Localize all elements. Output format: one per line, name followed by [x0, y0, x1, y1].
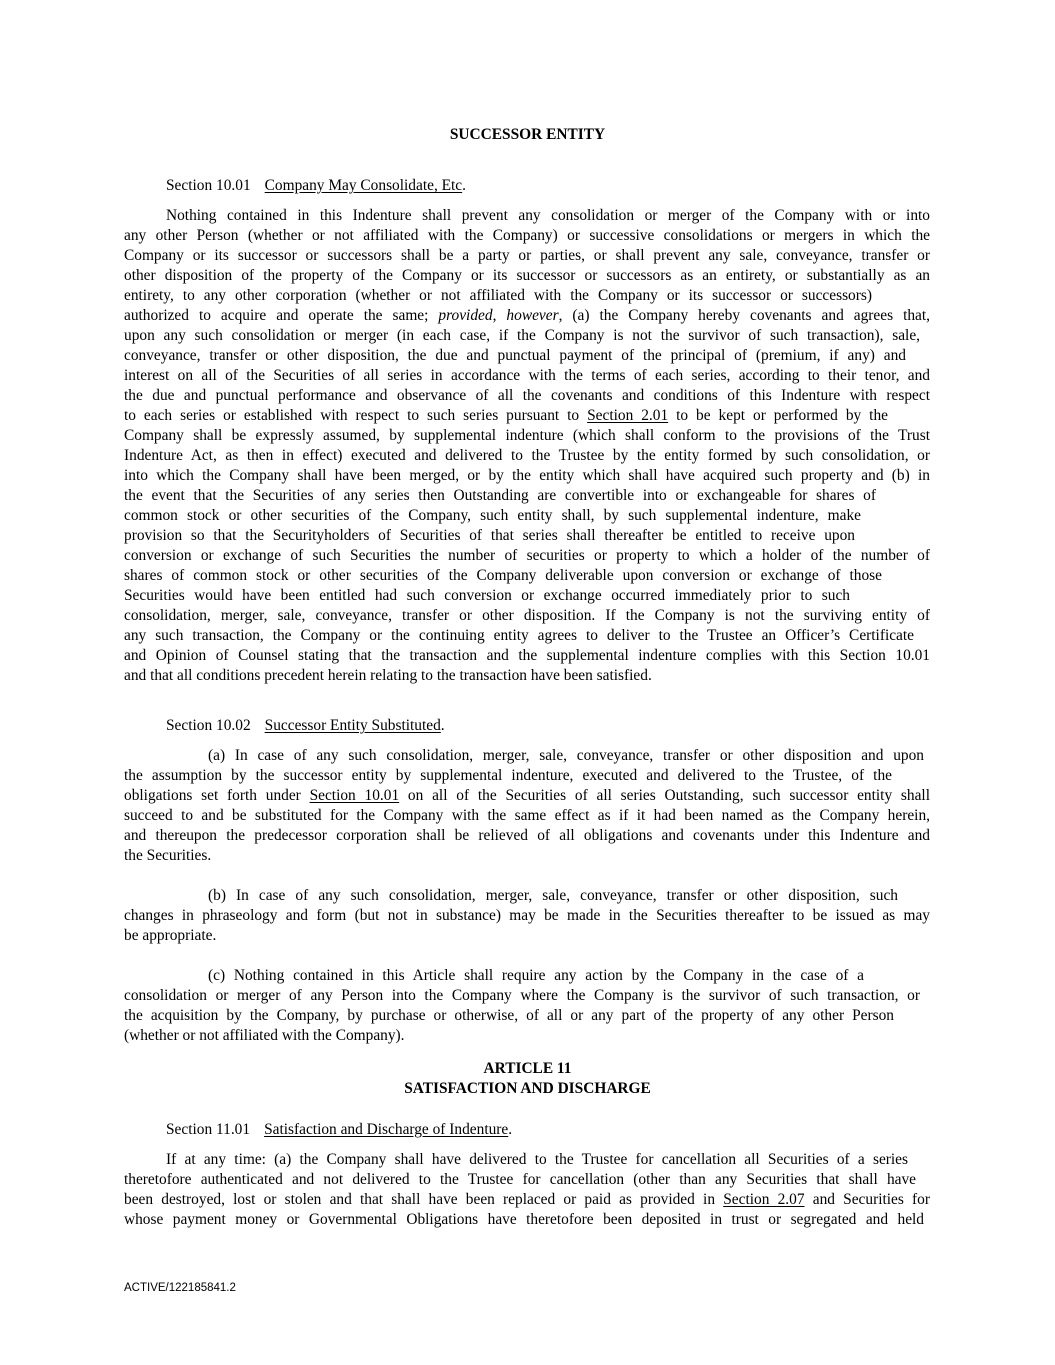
however-emphasis: however	[506, 307, 559, 324]
text-line: into which the Company shall have been merged, or by the entity which shall have acquired such property and (b) in	[124, 467, 930, 484]
text-line: If at any time: (a) the Company shall have delivered to the Trustee for cancellation all Securities of a series	[166, 1151, 908, 1168]
section-title: Successor Entity Substituted	[264, 717, 441, 734]
section-label: Section 10.01	[166, 177, 251, 194]
text-line: changes in phraseology and form (but not in substance) may be made in the Securities thereafter to be issued as may	[124, 907, 930, 924]
text-line: any such transaction, the Company or the continuing entity agrees to deliver to the Trustee an Officer’s Certificate	[124, 627, 914, 644]
section-10-02-heading: Section 10.02 Successor Entity Substituted.	[166, 717, 445, 734]
text-line: obligations set forth under Section 10.01 on all of the Securities of all series Outstanding, such successor entity shall	[124, 787, 930, 804]
text-line: Indenture Act, as then in effect) executed and delivered to the Trustee by the entity formed by such consolidation, or	[124, 447, 930, 464]
text-line: shares of common stock or other securities of the Company deliverable upon conversion or exchange of those	[124, 567, 882, 584]
text-line: any other Person (whether or not affiliated with the Company) or successive consolidations or mergers in which the	[124, 227, 930, 244]
text-line: and that all conditions precedent herein relating to the transaction have been satisfied.	[124, 667, 652, 684]
text-line: the Securities.	[124, 847, 212, 864]
section-heading: SUCCESSOR ENTITY	[449, 126, 606, 143]
text-line: (a) In case of any such consolidation, merger, sale, conveyance, transfer or other disposition and upon	[208, 747, 924, 764]
text-line: provision so that the Securityholders of Securities of that series shall thereafter be entitled to receive upon	[124, 527, 855, 544]
text-line: consolidation or merger of any Person into the Company where the Company is the survivor of such transaction, or	[124, 987, 920, 1004]
text-line: the acquisition by the Company, by purchase or otherwise, of all or any part of the property of any other Person	[124, 1007, 894, 1024]
text-line: (whether or not affiliated with the Company).	[124, 1027, 405, 1044]
section-10-01-heading: Section 10.01 Company May Consolidate, Etc.	[166, 177, 467, 194]
text-line: entirety, to any other corporation (whether or not affiliated with the Company or its successor or successors)	[124, 287, 872, 304]
section-label: Section 10.02	[166, 717, 251, 734]
section-2-01-link[interactable]: Section 2.01	[587, 407, 669, 424]
text-line: Company shall be expressly assumed, by supplemental indenture (which shall conform to the provisions of the Trust	[124, 427, 930, 444]
text-line: the due and punctual performance and observance of all the covenants and conditions of this Indenture with respect	[124, 387, 930, 404]
section-title: Company May Consolidate, Etc	[264, 177, 463, 194]
text-line: the assumption by the successor entity by supplemental indenture, executed and delivered to the Trustee, of the	[124, 767, 892, 784]
text-line: to each series or established with respect to such series pursuant to Section 2.01 to be kept or performed by the	[124, 407, 888, 424]
section-11-01-heading: Section 11.01 Satisfaction and Discharge of Indenture.	[166, 1121, 513, 1138]
text-line: been destroyed, lost or stolen and that shall have been replaced or paid as provided in Section 2.07 and Securities for	[124, 1191, 930, 1208]
text-line: authorized to acquire and operate the same; provided, however, (a) the Company hereby covenants and agrees that,	[124, 307, 930, 324]
article-number: ARTICLE 11	[483, 1060, 572, 1077]
text-line: Company or its successor or successors shall be a party or parties, or shall prevent any sale, conveyance, transfer or	[124, 247, 930, 264]
text-line: Securities would have been entitled had such conversion or exchange occurred immediately prior to such	[124, 587, 850, 604]
text-line: Nothing contained in this Indenture shall prevent any consolidation or merger of the Company with or into	[166, 207, 930, 224]
text-line: other disposition of the property of the Company or its successor or successors as an entirety, or substantially as an	[124, 267, 930, 284]
section-label: Section 11.01	[166, 1121, 251, 1138]
section-10-01-link[interactable]: Section 10.01	[309, 787, 400, 804]
text-line: common stock or other securities of the Company, such entity shall, by such supplemental indenture, make	[124, 507, 861, 524]
text-line: whose payment money or Governmental Obligations have theretofore been deposited in trust or segregated and held	[124, 1211, 924, 1228]
provided-emphasis: provided	[438, 307, 493, 324]
text-line: (b) In case of any such consolidation, merger, sale, conveyance, transfer or other disposition, such	[208, 887, 898, 904]
text-line: (c) Nothing contained in this Article shall require any action by the Company in the case of a	[208, 967, 864, 984]
text-line: be appropriate.	[124, 927, 217, 944]
text-line: and thereupon the predecessor corporation shall be relieved of all obligations and covenants under this Indenture and	[124, 827, 930, 844]
text-line: consolidation, merger, sale, conveyance, transfer or other disposition. If the Company is not the surviving entity of	[124, 607, 930, 624]
text-line: and Opinion of Counsel stating that the transaction and the supplemental indenture complies with this Section 10.01	[124, 647, 930, 664]
text-line: the event that the Securities of any series then Outstanding are convertible into or exchangeable for shares of	[124, 487, 876, 504]
section-title: Satisfaction and Discharge of Indenture	[264, 1121, 509, 1138]
text-line: theretofore authenticated and not delivered to the Trustee for cancellation (other than any Securities that shall have	[124, 1171, 916, 1188]
text-line: conveyance, transfer or other disposition, the due and punctual payment of the principal of (premium, if any) and	[124, 347, 906, 364]
text-line: interest on all of the Securities of all series in accordance with the terms of each series, according to their tenor, and	[124, 367, 930, 384]
document-id-footer: ACTIVE/122185841.2	[124, 1282, 236, 1294]
article-title: SATISFACTION AND DISCHARGE	[404, 1080, 651, 1097]
text-line: upon any such consolidation or merger (in each case, if the Company is not the survivor of such transaction), sale,	[124, 327, 920, 344]
section-2-07-link[interactable]: Section 2.07	[723, 1191, 805, 1208]
text-line: succeed to and be substituted for the Company with the same effect as if it had been named as the Company herein,	[124, 807, 930, 824]
text-line: conversion or exchange of such Securities the number of securities or property to which a holder of the number of	[124, 547, 930, 564]
